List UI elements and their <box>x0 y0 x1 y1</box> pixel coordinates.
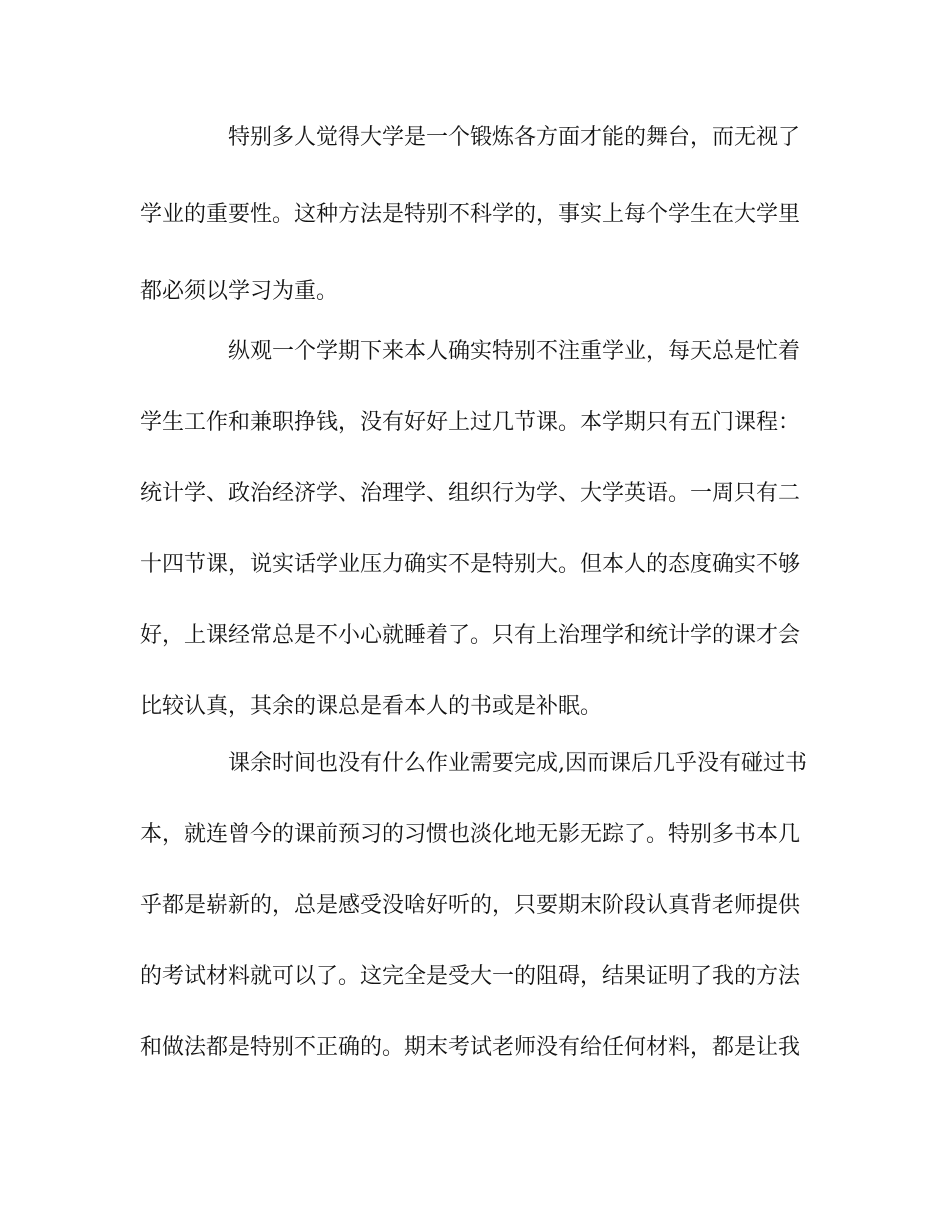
paragraph-2-line-3: 统计学、政治经济学、治理学、组织行为学、大学英语。一周只有二 <box>140 481 801 506</box>
paragraph-3-line-5: 和做法都是特别不正确的。期末考试老师没有给任何材料，都是让我 <box>140 1035 801 1060</box>
paragraph-3-line-2: 本，就连曾今的课前预习的习惯也淡化地无影无踪了。特别多书本几 <box>140 822 801 847</box>
paragraph-1-line-2: 学业的重要性。这种方法是特别不科学的，事实上每个学生在大学里 <box>140 202 801 227</box>
paragraph-1-line-3: 都必须以学习为重。 <box>140 279 339 304</box>
paragraph-3-line-1: 课余时间也没有什么作业需要完成,因而课后几乎没有碰过书 <box>228 751 807 776</box>
paragraph-3-line-4: 的考试材料就可以了。这完全是受大一的阻碍，结果证明了我的方法 <box>140 964 801 989</box>
paragraph-2-line-2: 学生工作和兼职挣钱，没有好好上过几节课。本学期只有五门课程： <box>140 410 801 435</box>
paragraph-2-line-1: 纵观一个学期下来本人确实特别不注重学业，每天总是忙着 <box>228 339 801 364</box>
paragraph-1-line-1: 特别多人觉得大学是一个锻炼各方面才能的舞台，而无视了 <box>228 125 801 150</box>
paragraph-2-line-4: 十四节课，说实话学业压力确实不是特别大。但本人的态度确实不够 <box>140 552 801 577</box>
paragraph-2-line-5: 好，上课经常总是不小心就睡着了。只有上治理学和统计学的课才会 <box>140 623 801 648</box>
paragraph-3-line-3: 乎都是崭新的，总是感受没啥好听的，只要期末阶段认真背老师提供 <box>140 893 801 918</box>
paragraph-2-line-6: 比较认真，其余的课总是看本人的书或是补眠。 <box>140 694 603 719</box>
